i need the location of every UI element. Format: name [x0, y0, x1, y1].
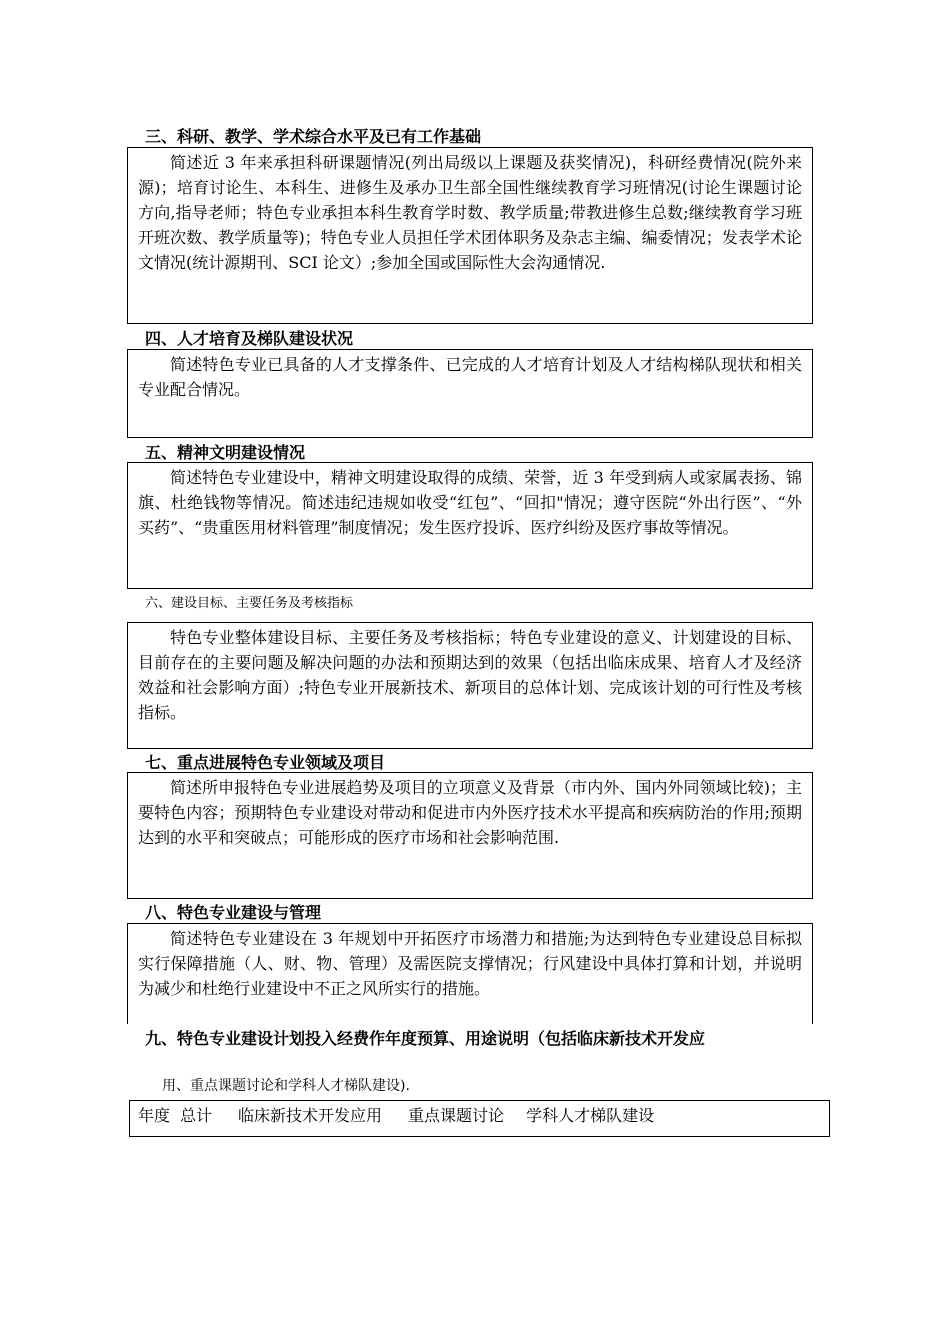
section-9-heading: 九、特色专业建设计划投入经费作年度预算、用途说明（包括临床新技术开发应 — [145, 1029, 706, 1048]
section-7-body: 简述所申报特色专业进展趋势及项目的立项意义及背景（市内外、国内外同领域比较)；主要特色内容；预期特色专业建设对带动和促进市内外医疗技术水平提高和疾病防治的作用;预期达到的水平和突破点；可能形成的医疗市场和社会影响范围. — [138, 778, 802, 847]
budget-col-total: 总计 — [180, 1106, 213, 1125]
section-3-heading: 三、科研、教学、学术综合水平及已有工作基础 — [145, 127, 482, 146]
section-7-heading: 七、重点进展特色专业领域及项目 — [145, 753, 386, 772]
budget-col-year: 年度 — [138, 1106, 171, 1125]
section-4-heading: 四、人才培育及梯队建设状况 — [145, 329, 354, 348]
section-6-body: 特色专业整体建设目标、主要任务及考核指标；特色专业建设的意义、计划建设的目标、目前存在的主要问题及解决问题的办法和预期达到的效果（包括出临床成果、培育人才及经济效益和社会影响方面）;特色专业开展新技术、新项目的总体计划、完成该计划的可行性及考核指标。 — [138, 628, 802, 722]
section-6-heading: 六、建设目标、主要任务及考核指标 — [145, 596, 354, 611]
section-4-body: 简述特色专业已具备的人才支撑条件、已完成的人才培育计划及人才结构梯队现状和相关专业配合情况。 — [138, 355, 802, 399]
section-8-body: 简述特色专业建设在 3 年规划中开拓医疗市场潜力和措施;为达到特色专业建设总目标拟实行保障措施（人、财、物、管理）及需医院支撑情况；行风建设中具体打算和计划，并说明为减少和杜绝行业建设中不正之风所实行的措施。 — [138, 929, 802, 998]
budget-col-new-tech: 临床新技术开发应用 — [238, 1106, 383, 1125]
section-3-body: 简述近 3 年来承担科研课题情况(列出局级以上课题及获奖情况)，科研经费情况(院外来源)；培育讨论生、本科生、进修生及承办卫生部全国性继续教育学习班情况(讨论生课题讨论方向,指导老师；特色专业承担本科生教育学时数、教学质量;带教进修生总数;继续教育学习班开班次数、教学质量等)；特色专业人员担任学术团体职务及杂志主编、编委情况；发表学术论文情况(统计源期刊、SCI 论文）;参加全国或国际性大会沟通情况. — [138, 153, 802, 272]
section-8-heading: 八、特色专业建设与管理 — [145, 903, 322, 922]
section-9-note: 用、重点课题讨论和学科人才梯队建设). — [162, 1078, 410, 1094]
section-4-box — [127, 349, 813, 438]
section-5-box — [127, 462, 813, 589]
section-5-body: 简述特色专业建设中，精神文明建设取得的成绩、荣誉，近 3 年受到病人或家属表扬、锦旗、杜绝钱物等情况。简述违纪违规如收受“红包”、“回扣"情况；遵守医院“外出行医”、“外买药”、“贵重医用材料管理”制度情况；发生医疗投诉、医疗纠纷及医疗事故等情况。 — [138, 468, 802, 537]
section-5-heading: 五、精神文明建设情况 — [145, 443, 306, 462]
section-3-box — [127, 147, 813, 324]
section-7-box — [127, 772, 813, 899]
budget-col-key-research: 重点课题讨论 — [408, 1106, 505, 1125]
budget-col-talent: 学科人才梯队建设 — [526, 1106, 655, 1125]
section-8-box — [127, 923, 813, 1024]
section-6-box — [127, 622, 813, 749]
budget-header-row — [129, 1100, 830, 1137]
